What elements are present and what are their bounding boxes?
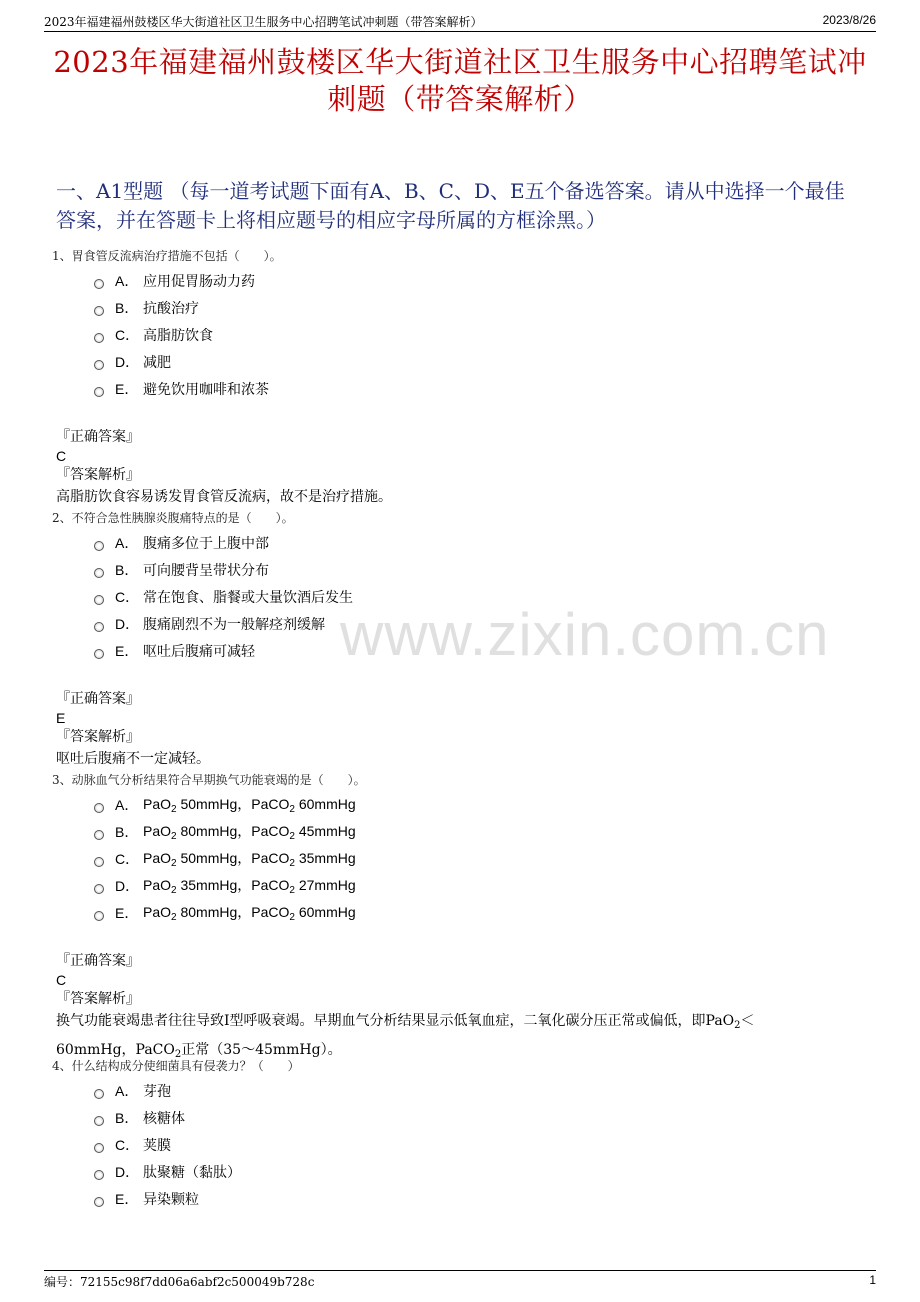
option-e[interactable] — [52, 899, 876, 926]
option-c[interactable] — [52, 845, 876, 872]
radio-icon[interactable] — [94, 1116, 104, 1126]
option-letter: A． — [115, 272, 139, 289]
radio-icon[interactable] — [94, 360, 104, 370]
radio-icon[interactable] — [94, 568, 104, 578]
radio-icon[interactable] — [94, 884, 104, 894]
radio-icon[interactable] — [94, 803, 104, 813]
option-letter: E． — [115, 904, 139, 921]
radio-icon[interactable] — [94, 1089, 104, 1099]
option-c[interactable] — [52, 583, 876, 610]
radio-icon[interactable] — [94, 857, 104, 867]
radio-icon[interactable] — [94, 1197, 104, 1207]
option-letter: D． — [115, 353, 140, 370]
option-c[interactable] — [52, 321, 876, 348]
radio-icon[interactable] — [94, 595, 104, 605]
section-heading: 一、A1型题 （每一道考试题下面有A、B、C、D、E五个备选答案。请从中选择一个最佳答案，并在答题卡上将相应题号的相应字母所属的方框涂黑。） — [56, 179, 845, 232]
option-b[interactable] — [52, 1104, 876, 1131]
option-letter: C． — [115, 1136, 140, 1153]
correct-answer: C — [56, 448, 67, 464]
option-letter: A． — [115, 796, 139, 813]
header-doc-title: 2023年福建福州鼓楼区华大街道社区卫生服务中心招聘笔试冲刺题（带答案解析） — [44, 15, 483, 29]
option-text: 减肥 — [143, 354, 171, 371]
option-letter: C． — [115, 850, 140, 867]
header-divider — [44, 31, 876, 32]
option-d[interactable] — [52, 610, 876, 637]
option-b[interactable] — [52, 294, 876, 321]
option-text: PaO$_2$ 50mmHg，PaCO$_2$ 35mmHg — [143, 850, 356, 869]
question-2 — [52, 507, 876, 771]
option-e[interactable] — [52, 1185, 876, 1212]
option-text: 芽孢 — [143, 1083, 171, 1100]
analysis-label: 『答案解析』 — [56, 729, 140, 745]
radio-icon[interactable] — [94, 279, 104, 289]
option-text: 核糖体 — [143, 1110, 185, 1127]
option-text: 腹痛多位于上腹中部 — [143, 535, 269, 552]
option-text: PaO$_2$ 50mmHg，PaCO$_2$ 60mmHg — [143, 796, 356, 815]
radio-icon[interactable] — [94, 830, 104, 840]
option-letter: D． — [115, 877, 140, 894]
option-d[interactable] — [52, 348, 876, 375]
correct-answer-label: 『正确答案』 — [56, 429, 140, 445]
option-text: PaO$_2$ 35mmHg，PaCO$_2$ 27mmHg — [143, 877, 356, 896]
radio-icon[interactable] — [94, 649, 104, 659]
correct-answer: C — [56, 972, 67, 988]
correct-answer-label: 『正确答案』 — [56, 691, 140, 707]
option-a[interactable] — [52, 267, 876, 294]
analysis-label: 『答案解析』 — [56, 991, 140, 1007]
analysis-text: 高脂肪饮食容易诱发胃食管反流病，故不是治疗措施。 — [56, 489, 392, 505]
option-letter: C． — [115, 326, 140, 343]
option-letter: A． — [115, 534, 139, 551]
option-text: 异染颗粒 — [143, 1191, 199, 1208]
question-stem: 3、动脉血气分析结果符合早期换气功能衰竭的是（ ）。 — [52, 773, 366, 787]
option-a[interactable] — [52, 791, 876, 818]
option-d[interactable] — [52, 872, 876, 899]
option-letter: A． — [115, 1082, 139, 1099]
question-1 — [52, 245, 876, 509]
correct-answer: E — [56, 710, 66, 726]
option-letter: B． — [115, 299, 139, 316]
analysis-text: 呕吐后腹痛不一定减轻。 — [56, 751, 210, 767]
option-text: PaO$_2$ 80mmHg，PaCO$_2$ 45mmHg — [143, 823, 356, 842]
option-text: 避免饮用咖啡和浓茶 — [143, 381, 269, 398]
radio-icon[interactable] — [94, 911, 104, 921]
correct-answer-label: 『正确答案』 — [56, 953, 140, 969]
option-letter: E． — [115, 380, 139, 397]
radio-icon[interactable] — [94, 387, 104, 397]
option-text: 腹痛剧烈不为一般解痉剂缓解 — [143, 616, 325, 633]
option-letter: B． — [115, 823, 139, 840]
option-letter: B． — [115, 1109, 139, 1126]
question-stem: 2、不符合急性胰腺炎腹痛特点的是（ ）。 — [52, 511, 294, 525]
radio-icon[interactable] — [94, 541, 104, 551]
option-text: 常在饱食、脂餐或大量饮酒后发生 — [143, 589, 353, 606]
footer-divider — [44, 1270, 876, 1271]
option-text: 呕吐后腹痛可减轻 — [143, 643, 255, 660]
option-letter: E． — [115, 1190, 139, 1207]
option-letter: E． — [115, 642, 139, 659]
option-e[interactable] — [52, 637, 876, 664]
option-text: 荚膜 — [143, 1137, 171, 1154]
question-stem: 1、胃食管反流病治疗措施不包括（ ）。 — [52, 249, 282, 263]
radio-icon[interactable] — [94, 1143, 104, 1153]
option-b[interactable] — [52, 556, 876, 583]
analysis-label: 『答案解析』 — [56, 467, 140, 483]
option-c[interactable] — [52, 1131, 876, 1158]
radio-icon[interactable] — [94, 622, 104, 632]
watermark: www.zixin.com.cn — [340, 601, 830, 668]
footer-doc-id: 编号：72155c98f7dd06a6abf2c500049b728c — [44, 1275, 315, 1289]
radio-icon[interactable] — [94, 1170, 104, 1180]
option-text: 高脂肪饮食 — [143, 327, 213, 344]
option-a[interactable] — [52, 1077, 876, 1104]
question-4 — [52, 1055, 876, 1212]
option-text: 应用促胃肠动力药 — [143, 273, 255, 290]
option-text: 肽聚糖（黏肽） — [143, 1164, 241, 1181]
question-3 — [52, 769, 876, 1067]
option-letter: B． — [115, 561, 139, 578]
option-letter: C． — [115, 588, 140, 605]
option-letter: D． — [115, 615, 140, 632]
option-b[interactable] — [52, 818, 876, 845]
analysis-text: 换气功能衰竭患者往往导致I型呼吸衰竭。早期血气分析结果显示低氧血症，二氧化碳分压正常或偏低，即PaO$_2$＜ 60mmHg，PaCO$_2$正常（35～45mmHg）。 — [56, 1013, 755, 1060]
option-d[interactable] — [52, 1158, 876, 1185]
page-number: 1 — [869, 1273, 876, 1287]
option-text: PaO$_2$ 80mmHg，PaCO$_2$ 60mmHg — [143, 904, 356, 923]
header-date: 2023/8/26 — [822, 13, 876, 27]
question-stem: 4、什么结构成分使细菌具有侵袭力？（ ） — [52, 1059, 300, 1073]
option-a[interactable] — [52, 529, 876, 556]
radio-icon[interactable] — [94, 306, 104, 316]
option-text: 可向腰背呈带状分布 — [143, 562, 269, 579]
radio-icon[interactable] — [94, 333, 104, 343]
option-e[interactable] — [52, 375, 876, 402]
page-title: 2023年福建福州鼓楼区华大街道社区卫生服务中心招聘笔试冲刺题（带答案解析） — [53, 45, 867, 116]
option-letter: D． — [115, 1163, 140, 1180]
option-text: 抗酸治疗 — [143, 300, 199, 317]
